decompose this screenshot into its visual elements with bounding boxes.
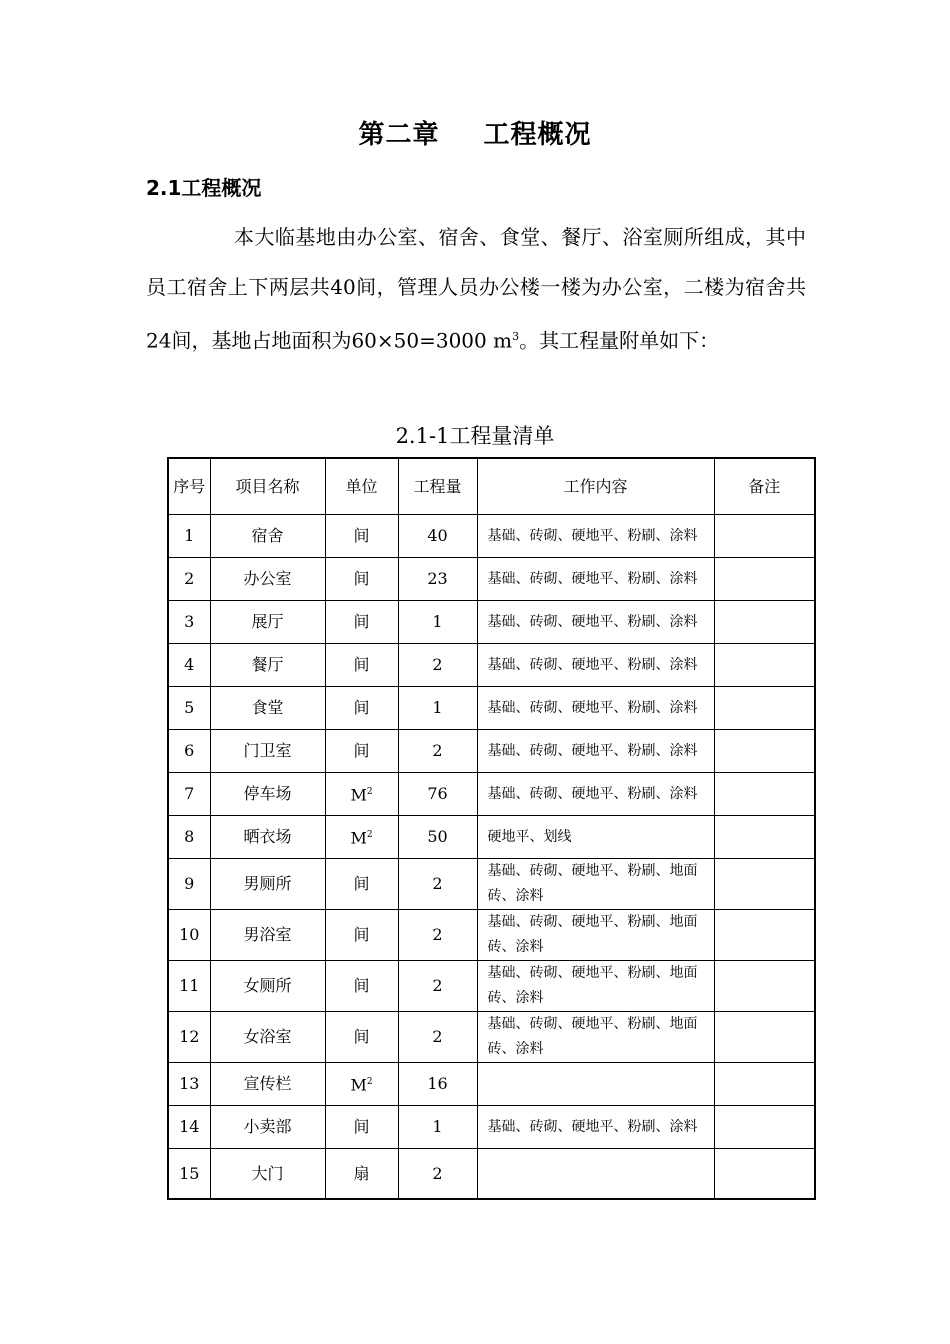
cell-unit bbox=[325, 558, 398, 601]
cell-work: 基础、砖砌、硬地平、粉刷、地面砖、涂料 bbox=[477, 910, 714, 961]
cell-name: 食堂 bbox=[210, 687, 325, 730]
cell-unit bbox=[325, 773, 398, 816]
cell-name: 男浴室 bbox=[210, 910, 325, 961]
cell-qty: 2 bbox=[398, 730, 477, 773]
cell-qty: 50 bbox=[398, 816, 477, 859]
header-unit: 单位 bbox=[325, 458, 398, 515]
cell-remark bbox=[714, 730, 815, 773]
cell-work: 基础、砖砌、硬地平、粉刷、涂料 bbox=[477, 773, 714, 816]
cell-qty: 2 bbox=[398, 961, 477, 1012]
cell-seq: 7 bbox=[168, 773, 210, 816]
cell-unit bbox=[325, 961, 398, 1012]
cell-qty: 1 bbox=[398, 601, 477, 644]
unit-superscript: 2 bbox=[366, 787, 373, 798]
cell-name: 小卖部 bbox=[210, 1106, 325, 1149]
table-row bbox=[168, 1063, 815, 1106]
cell-unit bbox=[325, 644, 398, 687]
cell-qty: 2 bbox=[398, 1149, 477, 1200]
cell-qty: 2 bbox=[398, 859, 477, 910]
unit-text: 间 bbox=[353, 698, 370, 717]
unit-text: 间 bbox=[353, 925, 370, 944]
cell-seq: 8 bbox=[168, 816, 210, 859]
cell-unit bbox=[325, 816, 398, 859]
unit-text: 扇 bbox=[353, 1163, 370, 1183]
cell-remark bbox=[714, 1149, 815, 1200]
table-row bbox=[168, 515, 815, 558]
cell-qty: 40 bbox=[398, 515, 477, 558]
unit-superscript: 2 bbox=[366, 830, 373, 841]
cell-remark bbox=[714, 816, 815, 859]
table-row bbox=[168, 859, 815, 910]
cell-unit bbox=[325, 1063, 398, 1106]
cell-remark bbox=[714, 558, 815, 601]
cell-unit bbox=[325, 1106, 398, 1149]
cell-work: 硬地平、划线 bbox=[477, 816, 714, 859]
cell-work: 基础、砖砌、硬地平、粉刷、地面砖、涂料 bbox=[477, 1012, 714, 1063]
cell-work: 基础、砖砌、硬地平、粉刷、涂料 bbox=[477, 1106, 714, 1149]
unit-text: 间 bbox=[353, 874, 370, 893]
cell-qty: 2 bbox=[398, 1012, 477, 1063]
cell-name: 男厕所 bbox=[210, 859, 325, 910]
cell-work: 基础、砖砌、硬地平、粉刷、涂料 bbox=[477, 687, 714, 730]
paragraph-text-after: 。其工程量附单如下： bbox=[519, 328, 720, 353]
cell-qty: 23 bbox=[398, 558, 477, 601]
cell-name: 宿舍 bbox=[210, 515, 325, 558]
chapter-name: 工程概况 bbox=[483, 120, 592, 150]
unit-text: M bbox=[350, 828, 367, 848]
header-name: 项目名称 bbox=[210, 458, 325, 515]
paragraph-superscript: 3 bbox=[512, 330, 520, 343]
cell-name: 晒衣场 bbox=[210, 816, 325, 859]
cell-remark bbox=[714, 1106, 815, 1149]
cell-name: 办公室 bbox=[210, 558, 325, 601]
table-row bbox=[168, 961, 815, 1012]
header-qty: 工程量 bbox=[398, 458, 477, 515]
cell-work: 基础、砖砌、硬地平、粉刷、涂料 bbox=[477, 730, 714, 773]
cell-seq: 1 bbox=[168, 515, 210, 558]
unit-text: 间 bbox=[353, 526, 370, 545]
cell-remark bbox=[714, 601, 815, 644]
cell-remark bbox=[714, 859, 815, 910]
cell-seq: 2 bbox=[168, 558, 210, 601]
cell-seq: 11 bbox=[168, 961, 210, 1012]
quantity-table bbox=[167, 457, 816, 1200]
cell-unit bbox=[325, 687, 398, 730]
cell-seq: 13 bbox=[168, 1063, 210, 1106]
cell-qty: 76 bbox=[398, 773, 477, 816]
section-heading: 2.1工程概况 bbox=[146, 176, 262, 200]
cell-work: 基础、砖砌、硬地平、粉刷、涂料 bbox=[477, 515, 714, 558]
cell-unit bbox=[325, 1149, 398, 1200]
table-row bbox=[168, 816, 815, 859]
cell-remark bbox=[714, 1012, 815, 1063]
cell-seq: 3 bbox=[168, 601, 210, 644]
table-header-row bbox=[168, 458, 815, 515]
unit-text: M bbox=[350, 1075, 367, 1095]
chapter-title bbox=[0, 114, 950, 151]
cell-seq: 14 bbox=[168, 1106, 210, 1149]
cell-remark bbox=[714, 910, 815, 961]
cell-work bbox=[477, 1149, 714, 1200]
paragraph-text-before: 本大临基地由办公室、宿舍、食堂、餐厅、浴室厕所组成，其中员工宿舍上下两层共40间，管理人员办公楼一楼为办公室，二楼为宿舍共24间，基地占地面积为60×50=3000 m bbox=[146, 225, 806, 353]
cell-qty: 1 bbox=[398, 687, 477, 730]
cell-remark bbox=[714, 644, 815, 687]
table-row bbox=[168, 1012, 815, 1063]
cell-remark bbox=[714, 773, 815, 816]
table-row bbox=[168, 601, 815, 644]
table-row bbox=[168, 558, 815, 601]
cell-seq: 9 bbox=[168, 859, 210, 910]
chapter-number: 第二章 bbox=[358, 120, 440, 150]
table-row bbox=[168, 1106, 815, 1149]
unit-text: 间 bbox=[353, 569, 370, 588]
cell-unit bbox=[325, 859, 398, 910]
table-body bbox=[168, 515, 815, 1200]
cell-work: 基础、砖砌、硬地平、粉刷、涂料 bbox=[477, 558, 714, 601]
cell-name: 展厅 bbox=[210, 601, 325, 644]
header-remark: 备注 bbox=[714, 458, 815, 515]
cell-work bbox=[477, 1063, 714, 1106]
unit-text: 间 bbox=[353, 612, 370, 631]
cell-work: 基础、砖砌、硬地平、粉刷、地面砖、涂料 bbox=[477, 859, 714, 910]
cell-remark bbox=[714, 961, 815, 1012]
header-seq: 序号 bbox=[168, 458, 210, 515]
unit-text: 间 bbox=[353, 1027, 370, 1046]
cell-name: 宣传栏 bbox=[210, 1063, 325, 1106]
cell-unit bbox=[325, 1012, 398, 1063]
cell-qty: 16 bbox=[398, 1063, 477, 1106]
cell-seq: 12 bbox=[168, 1012, 210, 1063]
unit-text: 间 bbox=[353, 1117, 370, 1136]
cell-name: 门卫室 bbox=[210, 730, 325, 773]
header-work: 工作内容 bbox=[477, 458, 714, 515]
cell-work: 基础、砖砌、硬地平、粉刷、地面砖、涂料 bbox=[477, 961, 714, 1012]
cell-qty: 2 bbox=[398, 644, 477, 687]
cell-seq: 15 bbox=[168, 1149, 210, 1200]
cell-work: 基础、砖砌、硬地平、粉刷、涂料 bbox=[477, 601, 714, 644]
cell-unit bbox=[325, 910, 398, 961]
table-row bbox=[168, 730, 815, 773]
unit-text: 间 bbox=[353, 976, 370, 995]
cell-seq: 6 bbox=[168, 730, 210, 773]
cell-unit bbox=[325, 515, 398, 558]
cell-name: 餐厅 bbox=[210, 644, 325, 687]
cell-name: 女浴室 bbox=[210, 1012, 325, 1063]
cell-unit bbox=[325, 730, 398, 773]
unit-text: 间 bbox=[353, 741, 370, 760]
cell-unit bbox=[325, 601, 398, 644]
intro-paragraph bbox=[146, 212, 806, 366]
cell-remark bbox=[714, 687, 815, 730]
cell-name: 大门 bbox=[210, 1149, 325, 1200]
unit-text: 间 bbox=[353, 655, 370, 674]
cell-work: 基础、砖砌、硬地平、粉刷、涂料 bbox=[477, 644, 714, 687]
cell-seq: 10 bbox=[168, 910, 210, 961]
unit-superscript: 2 bbox=[366, 1077, 373, 1088]
cell-seq: 5 bbox=[168, 687, 210, 730]
cell-qty: 1 bbox=[398, 1106, 477, 1149]
cell-remark bbox=[714, 515, 815, 558]
cell-seq: 4 bbox=[168, 644, 210, 687]
cell-qty: 2 bbox=[398, 910, 477, 961]
table-caption: 2.1-1工程量清单 bbox=[395, 424, 555, 448]
cell-remark bbox=[714, 1063, 815, 1106]
table-row bbox=[168, 687, 815, 730]
cell-name: 停车场 bbox=[210, 773, 325, 816]
table-row bbox=[168, 910, 815, 961]
table-row bbox=[168, 644, 815, 687]
cell-name: 女厕所 bbox=[210, 961, 325, 1012]
table-row bbox=[168, 1149, 815, 1200]
table-row bbox=[168, 773, 815, 816]
unit-text: M bbox=[350, 785, 367, 805]
